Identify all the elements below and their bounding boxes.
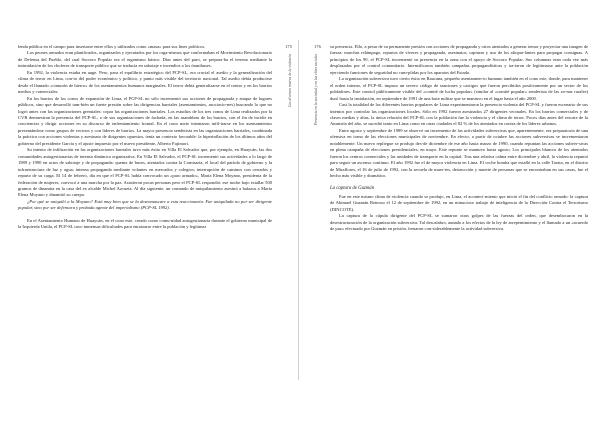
right-text-column [330, 44, 588, 233]
paragraph: Casi la totalidad de los diferentes barrios populares de Lima experimentaron la presencia violenta del PCP-SL y fueron escenario de sus intentos por controlar las organizaciones locales. Sólo en 1992 fueron asesinados 27 dirigentes vecinales. En los barrios comerciales y de clases medias y altas, la única relación del PCP-SL con la población fue la violencia y el clima de terror. Pocos días antes del rescate de la Amnistía del año, se sucedió tanto en Lima como en otras ciudades el 82 % de los atentados en contra de los líderes urbanos. [330, 102, 588, 127]
running-head-left: Los diversos rostros de la violencia [288, 54, 292, 107]
paragraph: Su intento de infiltración en las organizaciones barriales tuvo más éxito en Villa El Salvador que, por ejemplo, en Huaycán, las dos comunidades autogestionarias de intensa dinámica organizativa. En Villa El Salvador, el PCP-SL incrementó sus actividades a lo largo de 1989 y 1990 en actos de sabotaje y de propaganda: quema de buses, atentados contra la Comisaría, el local del partido de gobierno y la infraestructura de luz y agua; intensa propaganda mediante volantes en mercados y colegios; interrupción de caminos con cerrados y reparto de su carga. El 14 de febrero, día en que el PCP-SL había convocado un «paro armado», María Elena Moyano, presidenta de la federación de mujeres, convocó a una marcha por la paz. Asistieron pocas personas pero el PCP-SL respondió: ese noche bajo estallar 500 gramos de dinamita en la casa del ex alcalde Michel Azcueta. Al día siguiente, un comando de aniquilamiento asesinó a balazos a María Elena Moyano y dinamitó su cuerpo. [18, 147, 272, 198]
paragraph: En los barrios de los conos de expansión de Lima, el PCP-SL no sólo incrementó sus acciones de propaganda y ataque de lugares públicos, sino que desarrolló tam-bién un fuerte presión sobre las dirigencias barriales (asentamientos, asociacio-nes) buscando lo que no logró antes con las organizaciones gremiales: copar las organizaciones barriales. Los estudios de los tres conos de Lima realizados por la CVR demuestran la presencia del PCP-SL, o de sus organizaciones de fachada, en las asambleas de los barrios, con el fin de incidir en conciencias y dirigir acciones en su discurso de enfrentamiento frontal. En el cono norte intentaron infil-trarse en los asentamientos presentándose como grupos de vecinos y con lideres de barrios. La mayor presencia senderista en las organizaciones barriales, combinada la práctica con acciones violentas y asesinato de dirigentes opuestos, tenía un contexto favorable: la hiperinflación de los últimos años del gobierno del presidente García y el ajuste impuesto por el nuevo presidente, Alberto Fujimori. [18, 95, 272, 146]
paragraph: Entre agosto y septiembre de 1989 se observó un incremento de las actividades subversivas que, aparentemente, era preparatoria de una ofensiva en torno de las elecciones municipales de noviembre. En efecto, a partir de octubre las acciones subversivas se incrementaron notablemente. Un nuevo repliegue se produjo des-de diciembre de ese año hasta marzo de 1990, cuando repuntan las acciones subver-sivas en plena campaña de elecciones presidenciales, en mayo. Este repunte se mantuvo hasta agosto. Los principales blancos de los atentados fueron los centros comerciales y las unidades de transporte en la capital. Tras una relativa calma entre diciembre y abril, la violencia repuntó para seguir un ascenso continuo. El año 1992 fue el de mayor violencia en Lima. El coche bomba que estalló en la calle Tarata, en el distrito de Miraflores, el 16 de julio de 1992, con la secuela de muer-tes, destrucción y muerte de personas que se encontraban en sus casas, fue el hecho más visible y dramático. [330, 127, 588, 179]
paragraph: Fue en este mismo clima de violencia cuando se produjo, en Lima, el aconteci-miento que inició el fin del conflicto armado: la captura de Abimael Guzmán Reinoso el 12 de septiembre de 1992, en un minucioso trabajo de inteligencia de la Dirección Contra el Terrorismo (DINCOTE). [330, 193, 588, 212]
paragraph: En 1992, la violencia estaba en auge. Pero, para el equilibrio estratégico del PCP-SL, era crucial el asedio y la generalización del clima de terror en Lima, con-to del poder económico y político, y punto más visible del territorio nacional. Tal asedio debía producirse desde el llamado «cinturón de hierro» de los asentamientos humanos marginales. El terror debía generalizarse en el centro y en los barrios medios y comerciales. [18, 69, 272, 95]
paragraph: La organización subversiva tuvo cierto éxito en Raucana, pequeño asentamien-to humano también en el cono este, donde, para mantener el orden interno, el PCP-SL impuso un severo código de sanciones y castigos que fueron percibidos positivamente por un sector de los pobladores. Este control públicamente visible del «comité de lucha popular» (similar al «comité popular» senderista de las zo-nas rurales) duró hasta la instalación, en septiembre de 1991 de una base militar que se mantuvo en el lugar hasta el año 2000. [330, 76, 588, 101]
right-page [300, 0, 600, 431]
section-subheading: La captura de Guzmán [330, 185, 375, 191]
page-number-left: 175 [285, 44, 292, 49]
paragraph: La captura de la cúpula dirigente del PCP-SL se sumaron otras golpes de las fuerzas del orden, que desembocaron en la desestructuración de la organización subversiva. Tal descalabro, aunado a los efectos de la ley de arrepentimiento y el llamado a un «acuerdo de paz» efectuado por Guzmán en prisión, frenaron con-siderablemente la actividad subversiva. [330, 213, 588, 232]
paragraph: Los peones armados eran planificados, organizados y ejecutados por los orga-nismos que conformaban el Movimiento Revolucionario de Defensa del Pueblo, del cual Socorro Popular era el organismo básico. Días antes del paro, se prepara-ba el terreno mediante la intimidación de los choferes de transporte público que se traducía en sabotaje e incendios a los ómnibuses. [18, 50, 272, 69]
paragraph: En el Asentamiento Humano de Huaycán, en el cono este, creado como comu-nidad autogestionaria durante el gobierno municipal de la Izquierda Unida, el PCP-SL tuvo inmensas dificultades para enraizarse entre la población y legitimar [18, 217, 272, 230]
left-text-column [18, 44, 272, 231]
page-number-right: 176 [314, 44, 321, 49]
quote-paragraph: ¿Por qué se aniquiló a la Moyano? Está muy bien que se la desenmascare a esta reaccionaria. Fue aniquilada no por ser dirigente popular, sino por ser defensora y probada agente del imperialismo (PCP-SL 1992). [18, 198, 272, 211]
gutter-divider [298, 40, 299, 380]
running-head-right: Presencia en la sociedad y en las elites sociales [314, 54, 318, 126]
paragraph: su presencia. Ello, a pesar de su permanente presión con acciones de propaganda y otros atentados a generar temor y proyectar una imagen de fuerza: marchas relámpago, repartos de víveres y propaganda, asesinatos, capturas y uso de los altopar-lantes para propagar consignas. A principios de los 90, el PCP-SL incrementó su presencia en la zona con el apoyo de Socorro Popular. Sus columnas eran cada vez más desplazadas por el control comunitario. Intensificaron también campañas propagandísticas y tra-taron de legitimarse ante la población ejerciendo funciones de seguridad no cum-plidas por los aparatos del Estado. [330, 44, 588, 75]
paragraph: lenda pública en el campo para insertarse entre ellos y utilizados como «masa» para sus fines políticos. [18, 44, 206, 49]
